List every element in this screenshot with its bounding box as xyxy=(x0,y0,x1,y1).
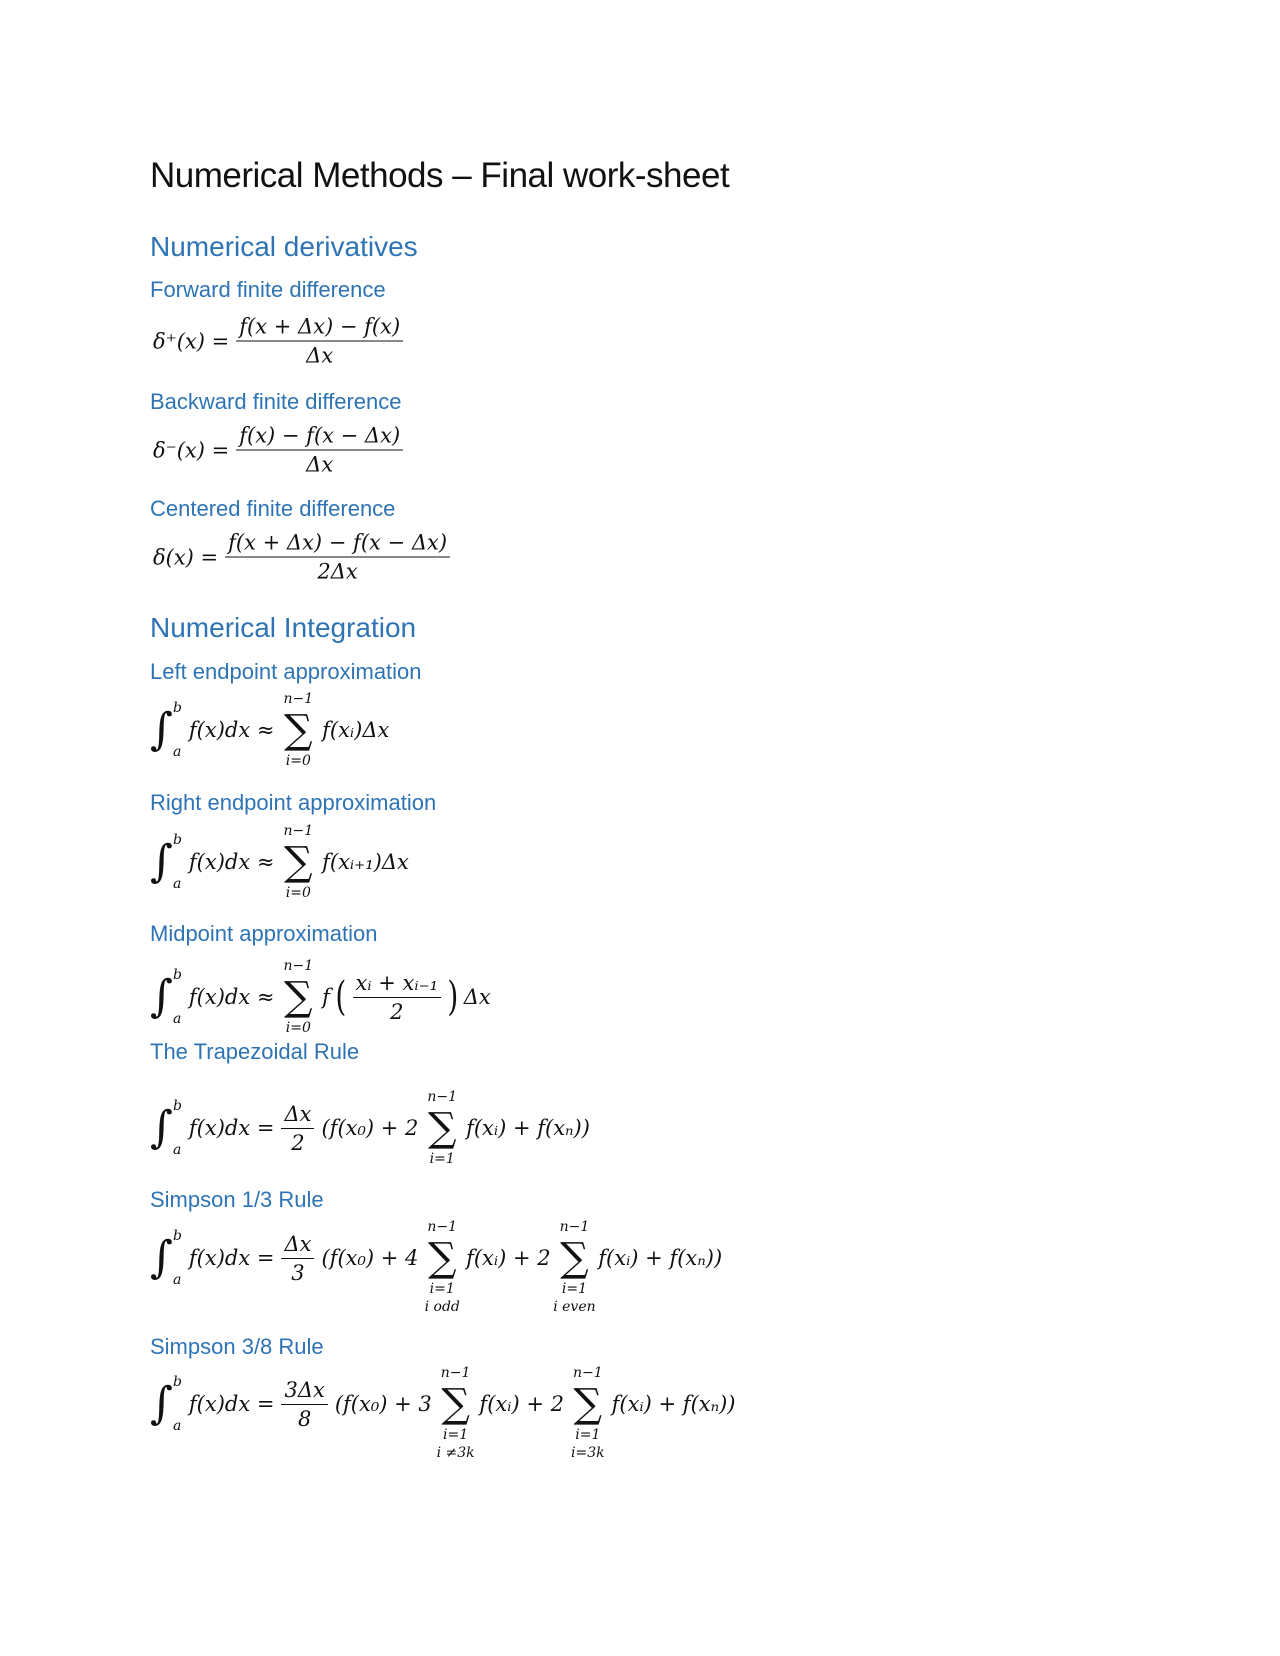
sum-upper-limit: n−1 xyxy=(572,1365,603,1381)
fraction-denominator: 2Δx xyxy=(317,559,358,584)
integral-lower-limit: a xyxy=(172,1272,182,1288)
math-text: δ⁻(x) = xyxy=(153,438,230,462)
sum-upper-limit: n−1 xyxy=(440,1365,471,1381)
math-text: f(x)dx = xyxy=(188,1116,275,1140)
fraction xyxy=(225,529,450,586)
fraction-denominator: 8 xyxy=(297,1406,312,1431)
sum-upper-limit: n−1 xyxy=(427,1089,458,1105)
formula xyxy=(150,1364,739,1461)
summation xyxy=(283,957,313,1037)
sigma-icon: ∑ xyxy=(284,707,313,753)
sum-lower-limit: i=0 xyxy=(285,1020,311,1036)
summation xyxy=(570,1364,605,1461)
fraction-denominator: 2 xyxy=(390,999,404,1024)
formula xyxy=(150,422,407,479)
sigma-icon: ∑ xyxy=(284,974,313,1020)
math-text: f(x)dx = xyxy=(188,1392,275,1416)
sigma-icon: ∑ xyxy=(427,1235,457,1281)
math-text: δ⁺(x) = xyxy=(153,329,230,353)
integral xyxy=(150,1227,182,1289)
integral-upper-limit: b xyxy=(172,1228,182,1244)
integral xyxy=(150,699,182,761)
math-text: f(x)dx ≈ xyxy=(188,985,275,1009)
math-text: f(x)dx ≈ xyxy=(188,718,275,742)
fraction-numerator: Δx xyxy=(281,1230,314,1259)
integral-sign-icon: ∫ xyxy=(150,1102,173,1153)
integral xyxy=(150,966,182,1028)
subsection-heading: Left endpoint approximation xyxy=(150,659,422,684)
fraction xyxy=(236,313,403,370)
integral xyxy=(150,1097,182,1159)
fraction xyxy=(281,1100,314,1157)
sum-lower-limit: i=1 xyxy=(575,1427,601,1443)
math-text: f(xᵢ) + f(xₙ)) xyxy=(466,1116,590,1140)
integral-lower-limit: a xyxy=(172,876,182,892)
integral-upper-limit: b xyxy=(172,1374,182,1390)
subsection-heading: Midpoint approximation xyxy=(150,921,378,946)
sigma-icon: ∑ xyxy=(441,1381,470,1427)
sum-condition: i odd xyxy=(424,1299,460,1315)
summation xyxy=(427,1088,457,1168)
integral-lower-limit: a xyxy=(172,1418,182,1434)
fraction xyxy=(353,969,442,1026)
fraction-denominator: 3 xyxy=(291,1260,305,1285)
integral-sign-icon: ∫ xyxy=(150,836,173,887)
sigma-icon: ∑ xyxy=(427,1105,457,1151)
sum-condition: i ≠3k xyxy=(436,1445,475,1461)
integral-upper-limit: b xyxy=(172,832,182,848)
integral-limits xyxy=(173,831,182,893)
math-text: f xyxy=(322,985,330,1009)
subsection-heading: Right endpoint approximation xyxy=(150,790,437,815)
subsection-heading: The Trapezoidal Rule xyxy=(150,1039,360,1064)
big-parenthesis: ( xyxy=(335,974,347,1020)
summation xyxy=(283,822,313,902)
summation xyxy=(553,1218,596,1315)
fraction-denominator: Δx xyxy=(306,452,334,477)
page-title: Numerical Methods – Final work-sheet xyxy=(150,156,730,195)
sum-lower-limit: i=1 xyxy=(561,1281,587,1297)
integral-sign-icon: ∫ xyxy=(150,971,173,1022)
fraction-numerator: f(x + Δx) − f(x) xyxy=(236,313,403,342)
sigma-icon: ∑ xyxy=(284,839,313,885)
fraction-numerator: f(x + Δx) − f(x − Δx) xyxy=(225,529,450,558)
sum-lower-limit: i=1 xyxy=(429,1281,455,1297)
integral-limits xyxy=(173,1373,182,1435)
summation xyxy=(283,690,313,770)
fraction-numerator: 3Δx xyxy=(281,1376,327,1405)
subsection-heading: Centered finite difference xyxy=(150,496,396,521)
integral-sign-icon: ∫ xyxy=(150,704,173,755)
sum-condition: i even xyxy=(553,1299,596,1315)
integral xyxy=(150,1373,182,1435)
fraction xyxy=(236,422,403,479)
subsection-heading: Backward finite difference xyxy=(150,389,402,414)
formula xyxy=(150,313,407,370)
sum-upper-limit: n−1 xyxy=(559,1219,590,1235)
integral-upper-limit: b xyxy=(172,967,182,983)
fraction-denominator: 2 xyxy=(291,1130,305,1155)
sum-upper-limit: n−1 xyxy=(427,1219,458,1235)
math-text: f(xᵢ₊₁)Δx xyxy=(322,850,409,874)
fraction xyxy=(281,1376,327,1433)
sum-upper-limit: n−1 xyxy=(283,958,314,974)
math-text: δ(x) = xyxy=(153,545,219,569)
fraction-numerator: Δx xyxy=(281,1100,314,1129)
sum-condition: i=3k xyxy=(570,1445,605,1461)
integral-limits xyxy=(173,699,182,761)
fraction-numerator: f(x) − f(x − Δx) xyxy=(236,422,403,451)
fraction-numerator: xᵢ + xᵢ₋₁ xyxy=(353,969,442,998)
math-text: f(x)dx ≈ xyxy=(188,850,275,874)
integral-sign-icon: ∫ xyxy=(150,1232,173,1283)
subsection-heading: Forward finite difference xyxy=(150,277,386,302)
fraction-denominator: Δx xyxy=(306,343,334,368)
math-text: (f(x₀) + 4 xyxy=(321,1246,419,1270)
fraction xyxy=(281,1230,314,1287)
math-text: f(x)dx = xyxy=(188,1246,275,1270)
sigma-icon: ∑ xyxy=(573,1381,603,1427)
integral-upper-limit: b xyxy=(172,1098,182,1114)
sum-lower-limit: i=1 xyxy=(429,1151,455,1167)
summation xyxy=(424,1218,460,1315)
subsection-heading: Simpson 3/8 Rule xyxy=(150,1334,324,1359)
integral-lower-limit: a xyxy=(172,744,182,760)
integral-upper-limit: b xyxy=(172,700,182,716)
math-text: f(xᵢ)Δx xyxy=(322,718,390,742)
sum-upper-limit: n−1 xyxy=(283,691,314,707)
math-text: f(xᵢ) + f(xₙ)) xyxy=(611,1392,736,1416)
integral-lower-limit: a xyxy=(172,1011,182,1027)
big-parenthesis: ) xyxy=(447,974,459,1020)
formula xyxy=(150,529,454,586)
math-text: f(xᵢ) + 2 xyxy=(479,1392,564,1416)
sum-lower-limit: i=0 xyxy=(285,753,311,769)
integral-sign-icon: ∫ xyxy=(150,1378,173,1429)
math-text: f(xᵢ) + f(xₙ)) xyxy=(598,1246,723,1270)
math-text: Δx xyxy=(463,985,491,1009)
integral xyxy=(150,831,182,893)
sum-lower-limit: i=1 xyxy=(443,1427,469,1443)
integral-limits xyxy=(173,1227,182,1289)
sum-lower-limit: i=0 xyxy=(285,885,311,901)
formula xyxy=(150,822,412,902)
integral-limits xyxy=(173,966,182,1028)
math-text: f(xᵢ) + 2 xyxy=(466,1246,551,1270)
integral-lower-limit: a xyxy=(172,1142,182,1158)
sum-upper-limit: n−1 xyxy=(283,823,314,839)
math-text: (f(x₀) + 3 xyxy=(334,1392,432,1416)
subsection-heading: Simpson 1/3 Rule xyxy=(150,1187,324,1212)
formula xyxy=(150,1218,725,1315)
sigma-icon: ∑ xyxy=(560,1235,589,1281)
formula xyxy=(150,1088,593,1168)
section-heading: Numerical Integration xyxy=(150,612,417,643)
formula xyxy=(150,957,494,1037)
math-text: (f(x₀) + 2 xyxy=(321,1116,419,1140)
integral-limits xyxy=(173,1097,182,1159)
summation xyxy=(436,1364,475,1461)
formula xyxy=(150,690,392,770)
section-heading: Numerical derivatives xyxy=(150,231,418,262)
